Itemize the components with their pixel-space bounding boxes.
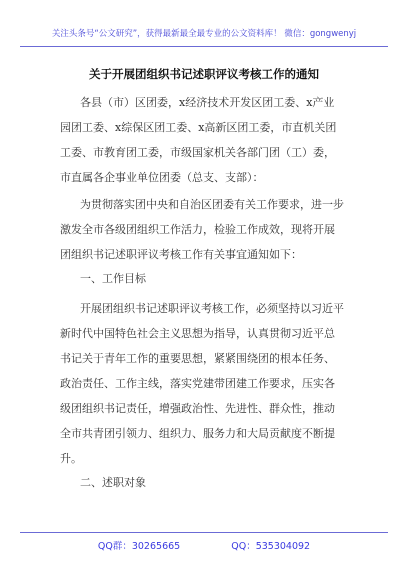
section1-line: 升。 bbox=[60, 452, 82, 465]
header-divider bbox=[20, 46, 388, 47]
intro-line: 激发全市各级团组织工作活力，检验工作成效，现将开展 bbox=[60, 223, 335, 236]
section1-line: 开展团组织书记述职评议考核工作，必须坚持以习近平 bbox=[80, 302, 344, 315]
section1-line: 级团组织书记责任，增强政治性、先进性、群众性，推动 bbox=[60, 402, 335, 415]
section1-heading: 一、工作目标 bbox=[80, 272, 146, 285]
recipients-line: 园团工委、x综保区团工委、x高新区团工委，市直机关团 bbox=[60, 121, 337, 134]
footer-contacts bbox=[0, 538, 408, 552]
intro-paragraph bbox=[60, 192, 350, 267]
section1-line: 政治责任、工作主线，落实党建带团建工作要求，压实各 bbox=[60, 377, 335, 390]
footer-qq-group: QQ群：30265665 bbox=[97, 541, 181, 552]
section2-heading: 二、述职对象 bbox=[80, 476, 146, 489]
section1-line: 书记关于青年工作的重要思想，紧紧围绕团的根本任务、 bbox=[60, 352, 335, 365]
intro-line: 为贯彻落实团中央和自治区团委有关工作要求，进一步 bbox=[80, 198, 344, 211]
recipients-line: 各县（市）区团委，x经济技术开发区团工委、x产业 bbox=[80, 96, 335, 109]
section1-paragraph bbox=[60, 296, 350, 471]
section1-line: 新时代中国特色社会主义思想为指导，认真贯彻习近平总 bbox=[60, 327, 335, 340]
recipients-paragraph bbox=[60, 90, 350, 190]
section1-line: 全市共青团引领力、组织力、服务力和大局贡献度不断提 bbox=[60, 427, 335, 440]
footer-qq: QQ：535304092 bbox=[231, 541, 311, 552]
document-title: 关于开展团组织书记述职评议考核工作的通知 bbox=[89, 67, 319, 81]
header-promo-note: 关注头条号“公文研究”，获得最新最全最专业的公文资料库！ 微信：gongwenyj bbox=[51, 29, 357, 39]
recipients-line: 市直属各企事业单位团委（总支、支部）： bbox=[60, 171, 264, 184]
recipients-line: 工委、市教育团工委，市级国家机关各部门团（工）委， bbox=[60, 146, 335, 159]
intro-line: 团组织书记述职评议考核工作有关事宜通知如下： bbox=[60, 248, 302, 261]
footer-divider bbox=[20, 532, 388, 533]
